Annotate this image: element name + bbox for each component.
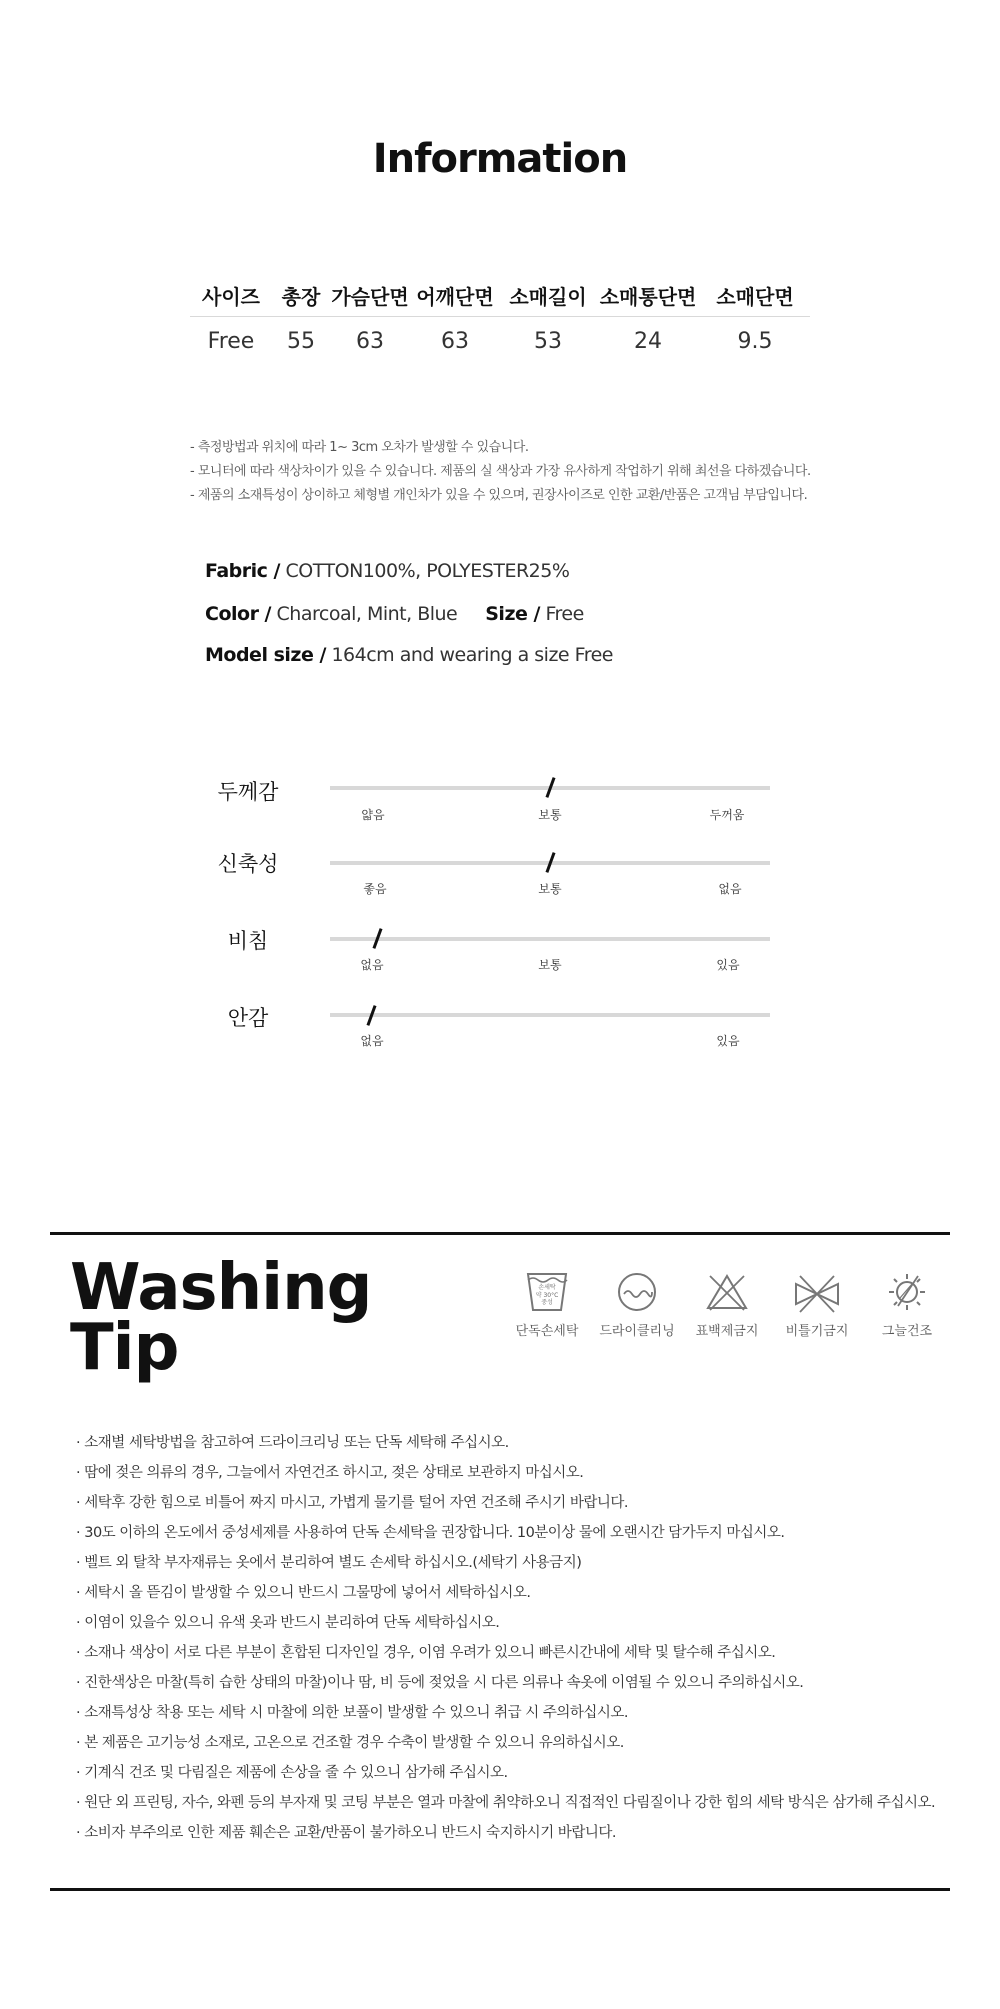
scale-tick: 없음 — [360, 1034, 384, 1048]
size-header-cell: 가슴단면 — [331, 284, 409, 309]
care-icon-text: 중성 — [541, 1299, 553, 1306]
scale-tick: 좋음 — [363, 882, 387, 896]
washing-title-line: Washing — [70, 1251, 372, 1325]
tip-item: · 세탁후 강한 힘으로 비틀어 짜지 마시고, 가볍게 물기를 털어 자연 건조해 주시기 바랍니다. — [76, 1495, 628, 1511]
scale-tick: 보통 — [538, 882, 562, 896]
dry-clean-icon — [612, 1270, 662, 1314]
care-label: 드라이클리닝 — [599, 1324, 675, 1339]
care-no-wring — [772, 1270, 862, 1339]
tip-item: · 30도 이하의 온도에서 중성세제를 사용하여 단독 손세탁을 권장합니다. 10분이상 물에 오랜시간 담가두지 마십시오. — [76, 1525, 785, 1541]
size-header-cell: 소매길이 — [509, 284, 587, 309]
tip-item: · 땀에 젖은 의류의 경우, 그늘에서 자연건조 하시고, 젖은 상태로 보관하지 마십시오. — [76, 1465, 584, 1481]
care-icon-text: 손세탁 — [538, 1284, 556, 1291]
scale-label-elasticity: 신축성 — [217, 852, 279, 876]
no-bleach-icon — [702, 1270, 752, 1314]
care-label: 비틀기금지 — [785, 1324, 849, 1339]
spec-model-value: 164cm and wearing a size Free — [325, 644, 613, 666]
tip-item: · 기계식 건조 및 다림질은 제품에 손상을 줄 수 있으니 삼가해 주십시오. — [76, 1765, 508, 1781]
size-table-row — [190, 317, 810, 365]
tip-item: · 본 제품은 고기능성 소재로, 고온으로 건조할 경우 수축이 발생할 수 있으니 유의하십시오. — [76, 1735, 624, 1751]
tip-item: · 소재나 색상이 서로 다른 부분이 혼합된 디자인일 경우, 이염 우려가 있으니 빠른시간내에 세탁 및 탈수해 주십시오. — [76, 1645, 776, 1661]
scale-tick: 있음 — [716, 1034, 740, 1048]
note-line: - 제품의 소재특성이 상이하고 체형별 개인차가 있을 수 있으며, 권장사이즈로 인한 교환/반품은 고객님 부담입니다. — [190, 488, 808, 503]
scale-tick: 보통 — [538, 958, 562, 972]
care-hand-wash — [502, 1270, 592, 1339]
scale-label-sheerness: 비침 — [227, 929, 269, 953]
spec-color-size — [205, 603, 584, 625]
section-divider — [50, 1888, 950, 1891]
size-cell: 63 — [441, 328, 469, 354]
care-label: 그늘건조 — [881, 1324, 933, 1339]
scale-track — [330, 1013, 770, 1017]
tip-item: · 세탁시 올 뜯김이 발생할 수 있으니 반드시 그물망에 넣어서 세탁하십시오. — [76, 1585, 531, 1601]
care-no-bleach — [682, 1270, 772, 1339]
spec-model-label: Model size / — [205, 644, 326, 666]
care-label: 표백제금지 — [695, 1324, 759, 1339]
tip-item: · 이염이 있을수 있으니 유색 옷과 반드시 분리하여 단독 세탁하십시오. — [76, 1615, 500, 1631]
scale-tick: 없음 — [360, 958, 384, 972]
spec-size-label: Size / — [485, 603, 540, 625]
size-cell: Free — [207, 328, 255, 354]
size-header-cell: 소매단면 — [716, 284, 794, 309]
washing-title-line: Tip — [70, 1311, 179, 1385]
care-dry-clean — [592, 1270, 682, 1339]
size-cell: 24 — [634, 328, 662, 354]
spec-color-value: Charcoal, Mint, Blue — [271, 603, 458, 625]
spec-fabric-label: Fabric / — [205, 560, 280, 582]
scale-tick: 보통 — [538, 808, 562, 822]
spec-fabric — [205, 560, 569, 582]
scale-tick: 얇음 — [361, 808, 385, 822]
size-header-cell: 소매통단면 — [599, 284, 697, 309]
size-header-cell: 사이즈 — [202, 284, 260, 309]
spec-model — [205, 644, 613, 666]
size-header-cell: 어깨단면 — [416, 284, 494, 309]
note-line: - 모니터에 따라 색상차이가 있을 수 있습니다. 제품의 실 색상과 가장 유사하게 작업하기 위해 최선을 다하겠습니다. — [190, 464, 811, 479]
note-line: - 측정방법과 위치에 따라 1~ 3cm 오차가 발생할 수 있습니다. — [190, 440, 529, 455]
spec-size-value: Free — [539, 603, 584, 625]
size-table — [190, 274, 810, 365]
tip-item: · 원단 외 프린팅, 자수, 와펜 등의 부자재 및 코팅 부분은 열과 마찰에 취약하오니 직접적인 다림질이나 강한 힘의 세탁 방식은 삼가해 주십시오. — [76, 1795, 936, 1811]
washing-tip-title — [70, 1251, 372, 1385]
scale-track — [330, 937, 770, 941]
care-shade-dry — [862, 1270, 952, 1339]
washing-tips-list — [76, 1428, 976, 1848]
scale-label-lining: 안감 — [227, 1006, 269, 1030]
tip-item: · 소재별 세탁방법을 참고하여 드라이크리닝 또는 단독 세탁해 주십시오. — [76, 1435, 509, 1451]
spec-fabric-value: COTTON100%, POLYESTER25% — [280, 560, 570, 582]
tip-item: · 진한색상은 마찰(특히 습한 상태의 마찰)이나 땀, 비 등에 젖었을 시 다른 의류나 속옷에 이염될 수 있으니 주의하십시오. — [76, 1675, 804, 1691]
spec-color-label: Color / — [205, 603, 271, 625]
scale-tick: 두꺼움 — [709, 808, 745, 822]
tip-item: · 소재특성상 착용 또는 세탁 시 마찰에 의한 보풀이 발생할 수 있으니 취급 시 주의하십시오. — [76, 1705, 628, 1721]
no-wring-icon — [792, 1270, 842, 1314]
care-label: 단독손세탁 — [515, 1324, 579, 1339]
care-icon-text: 약 30°C — [535, 1292, 559, 1299]
section-divider — [50, 1232, 950, 1235]
tip-item: · 소비자 부주의로 인한 제품 훼손은 교환/반품이 불가하오니 반드시 숙지하시기 바랍니다. — [76, 1825, 616, 1841]
size-header-cell: 총장 — [281, 284, 321, 309]
tip-item: · 벨트 외 탈착 부자재류는 옷에서 분리하여 별도 손세탁 하십시오.(세탁기 사용금지) — [76, 1555, 582, 1571]
scale-label-thickness: 두께감 — [217, 780, 279, 804]
size-cell: 63 — [356, 328, 384, 354]
shade-dry-icon — [882, 1270, 932, 1314]
size-cell: 55 — [287, 328, 315, 354]
size-cell: 9.5 — [737, 328, 773, 354]
scale-tick: 없음 — [718, 882, 742, 896]
hand-wash-30-icon — [522, 1270, 572, 1314]
page-title: Information — [372, 136, 628, 182]
scale-tick: 있음 — [716, 958, 740, 972]
size-cell: 53 — [534, 328, 562, 354]
measurement-notes — [190, 436, 990, 508]
size-table-header — [190, 274, 810, 317]
